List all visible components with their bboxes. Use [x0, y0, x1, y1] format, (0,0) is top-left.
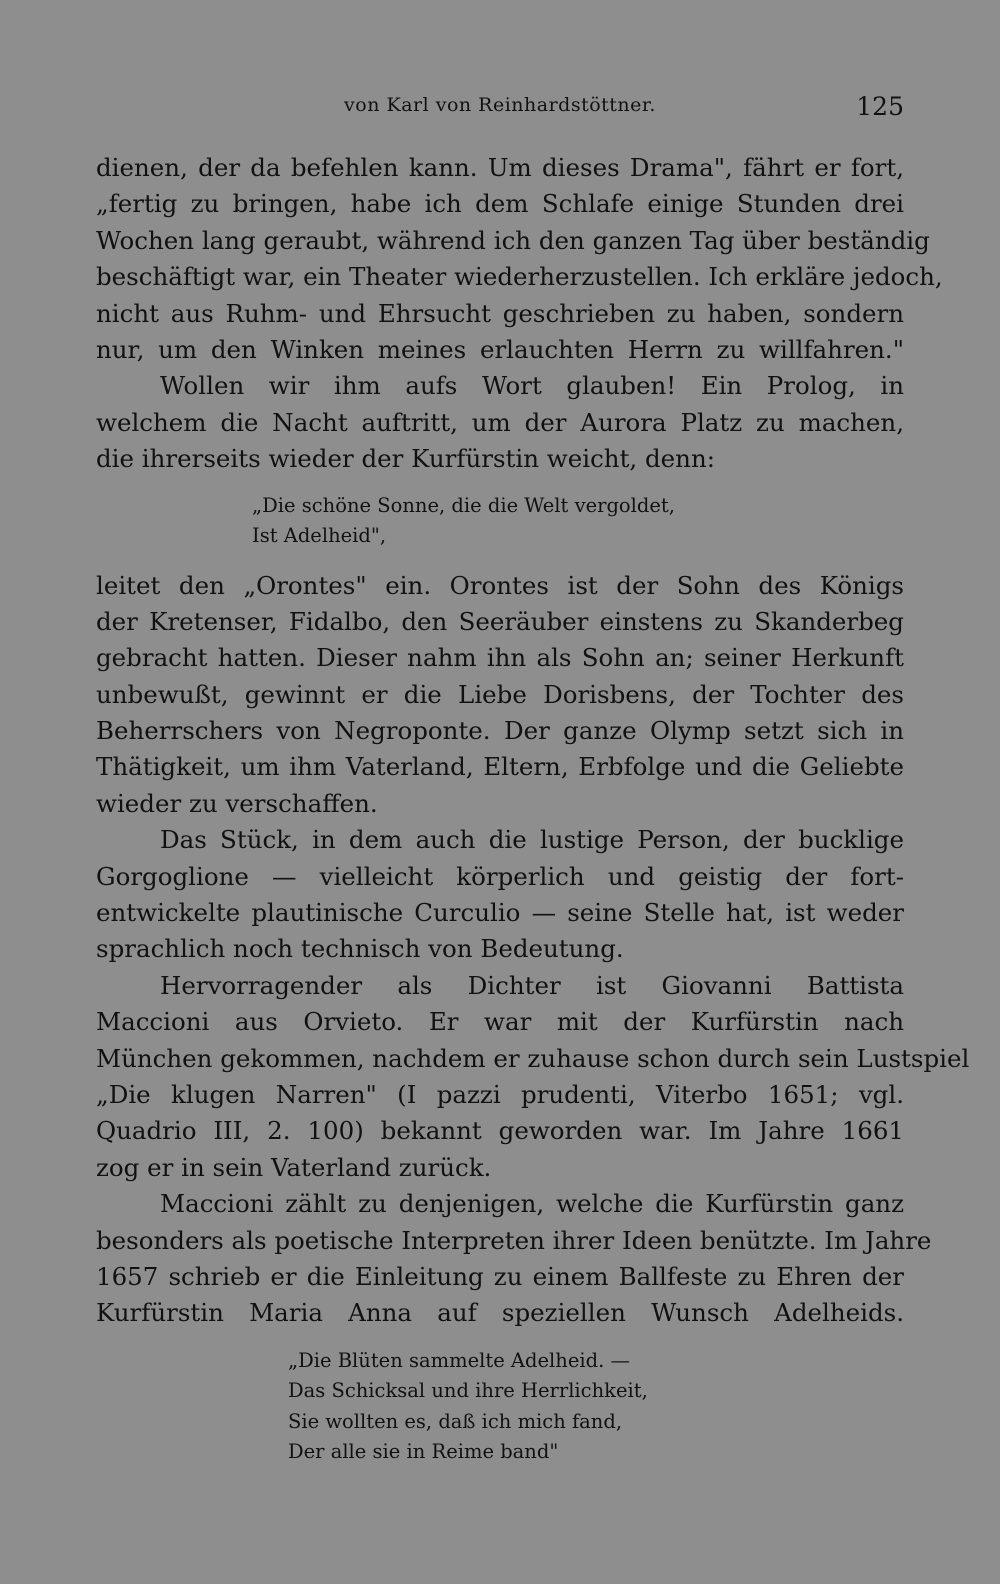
body-text — [96, 150, 970, 1468]
verse-quote — [252, 491, 904, 552]
text-line: welchem die Nacht auftritt, um der Aurora Platz zu machen, — [96, 407, 904, 437]
text-line: 1657 schrieb er die Einleitung zu einem Ballfeste zu Ehren der — [96, 1261, 904, 1291]
page-number: 125 — [856, 92, 904, 121]
verse-quote — [288, 1346, 904, 1468]
paragraph — [96, 368, 904, 477]
text-line: beschäftigt war, ein Theater wiederherzustellen. Ich erkläre jedoch, — [96, 262, 943, 292]
paragraph — [96, 150, 943, 368]
text-line: Maccioni zählt zu denjenigen, welche die Kurfürstin ganz — [160, 1189, 904, 1219]
text-line: dienen, der da befehlen kann. Um dieses Drama", fährt er fort, — [96, 153, 904, 182]
paragraph — [96, 968, 970, 1186]
text-line: Wollen wir ihm aufs Wort glauben! Ein Prolog, in — [160, 371, 904, 401]
text-line: München gekommen, nachdem er zuhause schon durch sein Lustspiel — [96, 1043, 970, 1073]
verse-line: Sie wollten es, daß ich mich fand, — [288, 1409, 623, 1433]
verse-line: „Die Blüten sammelte Adelheid. — — [288, 1348, 630, 1372]
verse-line: Der alle sie in Reime band" — [288, 1440, 559, 1464]
verse-line: „Die schöne Sonne, die die Welt vergoldet, — [252, 493, 675, 517]
text-line: Quadrio III, 2. 100) bekannt geworden war. Im Jahre 1661 — [96, 1116, 904, 1146]
text-line: Hervorragender als Dichter ist Giovanni Battista — [160, 970, 904, 1000]
text-line: nur, um den Winken meines erlauchten Herrn zu willfahren." — [96, 334, 904, 364]
verse-line: Ist Adelheid", — [252, 524, 387, 548]
text-line: Kurfürstin Maria Anna auf speziellen Wunsch Adelheids. — [96, 1298, 904, 1328]
verse-line: Das Schicksal und ihre Herrlichkeit, — [288, 1379, 648, 1403]
text-line: sprachlich noch technisch von Bedeutung. — [96, 934, 624, 964]
running-title: von Karl von Reinhardstöttner. — [344, 94, 656, 116]
page-header — [96, 92, 904, 126]
text-line: Thätigkeit, um ihm Vaterland, Eltern, Erbfolge und die Geliebte — [96, 752, 904, 782]
text-line: Maccioni aus Orvieto. Er war mit der Kurfürstin nach — [96, 1007, 904, 1037]
text-line: „Die klugen Narren" (I pazzi prudenti, Viterbo 1651; vgl. — [96, 1079, 904, 1109]
text-line: zog er in sein Vaterland zurück. — [96, 1152, 492, 1182]
text-line: Gorgoglione — vielleicht körperlich und geistig der fort- — [96, 861, 904, 891]
text-line: leitet den „Orontes" ein. Orontes ist der Sohn des Königs — [96, 570, 904, 600]
text-line: Das Stück, in dem auch die lustige Person, der bucklige — [160, 825, 904, 855]
text-line: die ihrerseits wieder der Kurfürstin weicht, denn: — [96, 444, 715, 474]
text-line: nicht aus Ruhm- und Ehrsucht geschrieben zu haben, sondern — [96, 298, 904, 328]
text-line: entwickelte plautinische Curculio — seine Stelle hat, ist weder — [96, 898, 904, 928]
text-line: gebracht hatten. Dieser nahm ihn als Sohn an; seiner Herkunft — [96, 643, 904, 673]
text-line: unbewußt, gewinnt er die Liebe Dorisbens, der Tochter des — [96, 679, 904, 709]
text-line: Beherrschers von Negroponte. Der ganze Olymp setzt sich in — [96, 716, 904, 746]
text-line: besonders als poetische Interpreten ihrer Ideen benützte. Im Jahre — [96, 1225, 932, 1255]
text-line: wieder zu verschaffen. — [96, 788, 378, 818]
paragraph — [96, 568, 904, 823]
paragraph — [96, 1186, 932, 1332]
text-line: der Kretenser, Fidalbo, den Seeräuber einstens zu Skanderbeg — [96, 606, 904, 636]
text-line: Wochen lang geraubt, während ich den ganzen Tag über beständig — [96, 225, 930, 255]
paragraph — [96, 822, 904, 968]
text-line: „fertig zu bringen, habe ich dem Schlafe einige Stunden drei — [96, 189, 904, 219]
